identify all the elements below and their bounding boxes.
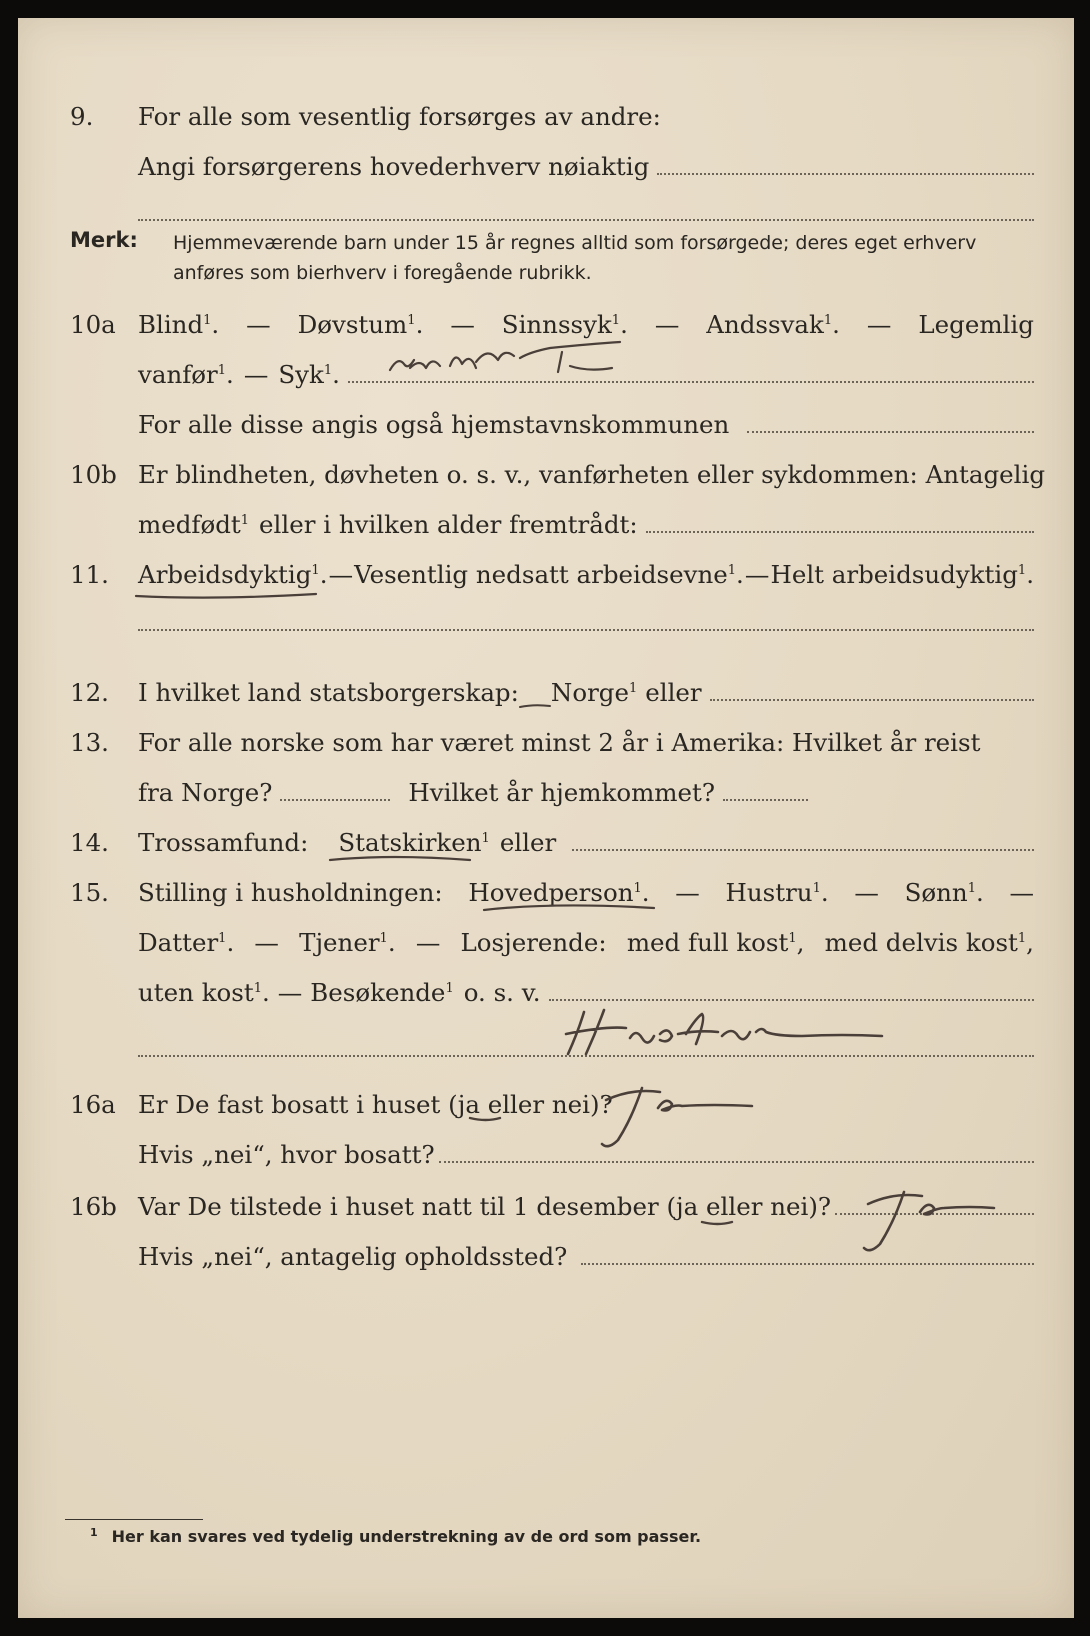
option-hovedperson[interactable]: Hovedperson$^1$. bbox=[468, 878, 650, 907]
q12-number: 12. bbox=[70, 678, 109, 707]
q11-underline-mark bbox=[134, 590, 324, 604]
q9-answer-line-2[interactable] bbox=[138, 218, 1034, 221]
q13-text: For alle norske som har været minst 2 år i Amerika: Hvilket år reist bbox=[138, 728, 981, 757]
q16b-hvis: Hvis „nei“, antagelig opholdssted? bbox=[138, 1242, 568, 1271]
q16a-text: Er De fast bosatt i huset (ja eller nei)? bbox=[138, 1090, 613, 1119]
q12-underline-mark bbox=[518, 702, 558, 712]
q9-text-2: Angi forsørgerens hovederhverv nøiaktig bbox=[138, 152, 650, 181]
q10b-answer-line[interactable] bbox=[646, 530, 1034, 533]
q10a-handwritten-answer bbox=[380, 338, 660, 388]
option-udyktig[interactable]: Helt arbeidsudyktig$^1$. bbox=[770, 560, 1034, 589]
q16b-text: Var De tilstede i huset natt til 1 desember (ja eller nei)? bbox=[138, 1192, 832, 1221]
dash: — bbox=[254, 928, 279, 957]
option-besokende[interactable]: Besøkende$^1$ bbox=[310, 978, 454, 1007]
footnote-rule bbox=[65, 1519, 203, 1520]
q13-hjem-line[interactable] bbox=[723, 798, 808, 801]
dash: — bbox=[1009, 878, 1034, 907]
footnote bbox=[90, 1527, 701, 1546]
q16a-line1 bbox=[0, 1082, 1090, 1122]
q15-options-3 bbox=[138, 978, 1034, 1007]
dash: — bbox=[854, 878, 879, 907]
q15-label: Stilling i husholdningen: bbox=[138, 878, 443, 907]
option-statskirken[interactable]: Statskirken$^1$ bbox=[338, 828, 490, 857]
q12-answer-line[interactable] bbox=[710, 698, 1034, 701]
q9-text: For alle som vesentlig forsørges av andre: bbox=[138, 102, 661, 131]
option-norge[interactable]: Norge$^1$ bbox=[550, 678, 638, 707]
q9-line2 bbox=[0, 144, 1090, 184]
q12-wrap bbox=[138, 678, 1034, 707]
q14-answer-line[interactable] bbox=[572, 848, 1034, 851]
option-andssvak[interactable]: Andssvak$^1$. bbox=[706, 310, 840, 339]
q10a-options bbox=[138, 310, 1034, 339]
q15-line2 bbox=[0, 920, 1090, 960]
q14-line bbox=[0, 820, 1090, 860]
q15-handwritten-answer bbox=[560, 1004, 960, 1064]
q16b-number: 16b bbox=[70, 1192, 117, 1221]
q16a-line2 bbox=[0, 1132, 1090, 1172]
q10a-line3 bbox=[0, 402, 1090, 442]
option-uten-kost[interactable]: uten kost$^1$. bbox=[138, 978, 270, 1007]
q11-line bbox=[0, 552, 1090, 592]
merk-note-line1: Hjemmeværende barn under 15 år regnes alltid som forsørgede; deres eget erhverv bbox=[173, 232, 977, 254]
q13-reist-line[interactable] bbox=[280, 798, 390, 801]
q16b-line2 bbox=[0, 1234, 1090, 1274]
q16b-answer-line-2[interactable] bbox=[581, 1262, 1034, 1265]
q14-eller: eller bbox=[499, 828, 557, 857]
q11-number: 11. bbox=[70, 560, 109, 589]
option-nedsatt[interactable]: Vesentlig nedsatt arbeidsevne$^1$. bbox=[354, 560, 744, 589]
option-syk[interactable]: Syk$^1$. bbox=[278, 360, 340, 389]
option-sinnssyk[interactable]: Sinnssyk$^1$. bbox=[501, 310, 628, 339]
dash: — bbox=[415, 928, 441, 957]
option-full-kost[interactable]: med full kost$^1$, bbox=[626, 928, 805, 957]
option-arbeidsdyktig[interactable]: Arbeidsdyktig$^1$. bbox=[138, 560, 328, 589]
option-sonn[interactable]: Sønn$^1$. bbox=[904, 878, 984, 907]
q10b-line1 bbox=[0, 452, 1090, 492]
option-tjener[interactable]: Tjener$^1$. bbox=[299, 928, 396, 957]
merk-note-line2: anføres som bierhverv i foregående rubrikk. bbox=[173, 262, 592, 284]
option-datter[interactable]: Datter$^1$. bbox=[138, 928, 235, 957]
merk-label: Merk: bbox=[70, 228, 138, 252]
q12-eller: eller bbox=[645, 678, 702, 707]
q9-answer-line[interactable] bbox=[657, 172, 1034, 175]
option-vanfor[interactable]: vanfør$^1$. bbox=[138, 360, 234, 389]
q9-line1 bbox=[0, 94, 1090, 134]
q13-line2-wrap bbox=[138, 778, 808, 807]
q16b-line2-wrap bbox=[138, 1242, 1034, 1271]
dash: — bbox=[277, 978, 303, 1007]
q15-number: 15. bbox=[70, 878, 109, 907]
q16a-number: 16a bbox=[70, 1090, 116, 1119]
dash: — bbox=[243, 360, 269, 389]
q10a-line3-wrap bbox=[138, 410, 1034, 439]
footnote-text: Her kan svares ved tydelig understrekning av de ord som passer. bbox=[111, 1527, 702, 1546]
q15-underline-mark bbox=[482, 902, 672, 916]
q16a-hvis: Hvis „nei“, hvor bosatt? bbox=[138, 1140, 435, 1169]
q10a-line1 bbox=[0, 302, 1090, 342]
q10b-text-2: eller i hvilken alder fremtrådt: bbox=[259, 510, 638, 539]
q13-line2 bbox=[0, 770, 1090, 810]
q13-number: 13. bbox=[70, 728, 109, 757]
option-medfodt[interactable]: medfødt$^1$ bbox=[138, 510, 250, 539]
dash: — bbox=[654, 310, 680, 339]
q14-number: 14. bbox=[70, 828, 109, 857]
q9-number: 9. bbox=[70, 102, 94, 131]
option-blind[interactable]: Blind$^1$. bbox=[138, 310, 220, 339]
q15-options-2 bbox=[138, 928, 1034, 957]
q10a-hjemstavn-line[interactable] bbox=[747, 430, 1034, 433]
dash: — bbox=[744, 560, 770, 589]
q15-answer-line[interactable] bbox=[549, 998, 1035, 1001]
q14-underline-mark bbox=[326, 852, 486, 866]
q16b-underline-mark bbox=[700, 1218, 740, 1228]
footnote-mark: 1 bbox=[90, 1525, 98, 1539]
q13-line1 bbox=[0, 720, 1090, 760]
option-hustru[interactable]: Hustru$^1$. bbox=[725, 878, 829, 907]
option-legemlig[interactable]: Legemlig bbox=[918, 310, 1034, 339]
q15-osv: o. s. v. bbox=[463, 978, 541, 1007]
q11-options bbox=[138, 560, 1034, 589]
dash: — bbox=[246, 310, 271, 339]
option-delvis-kost[interactable]: med delvis kost$^1$, bbox=[824, 928, 1034, 957]
dash: — bbox=[328, 560, 354, 589]
q9-line2-wrap bbox=[138, 152, 1034, 181]
q10b-text: Er blindheten, døvheten o. s. v., vanførheten eller sykdommen: Antagelig bbox=[138, 460, 1046, 489]
dash: — bbox=[866, 310, 892, 339]
q11-answer-line[interactable] bbox=[138, 628, 1034, 631]
q10b-number: 10b bbox=[70, 460, 117, 489]
q14-wrap bbox=[138, 828, 1034, 857]
dash: — bbox=[450, 310, 475, 339]
dash: — bbox=[675, 878, 700, 907]
q10a-number: 10a bbox=[70, 310, 116, 339]
q10a-hjemstavn-text: For alle disse angis også hjemstavnskommunen bbox=[138, 410, 730, 439]
q15-losjerende: Losjerende: bbox=[460, 928, 607, 957]
q13-reist: fra Norge? bbox=[138, 778, 273, 807]
census-form-page bbox=[18, 18, 1074, 1618]
q16a-answer-line[interactable] bbox=[439, 1160, 1034, 1163]
q12-text: I hvilket land statsborgerskap: bbox=[138, 678, 519, 707]
option-dovstum[interactable]: Døvstum$^1$. bbox=[297, 310, 424, 339]
q16a-underline-mark bbox=[468, 1114, 508, 1124]
q16a-line2-wrap bbox=[138, 1140, 1034, 1169]
q10b-line2-wrap bbox=[138, 510, 1034, 539]
q14-label: Trossamfund: bbox=[138, 828, 309, 857]
q10b-line2 bbox=[0, 502, 1090, 542]
q13-hjem: Hvilket år hjemkommet? bbox=[408, 778, 716, 807]
